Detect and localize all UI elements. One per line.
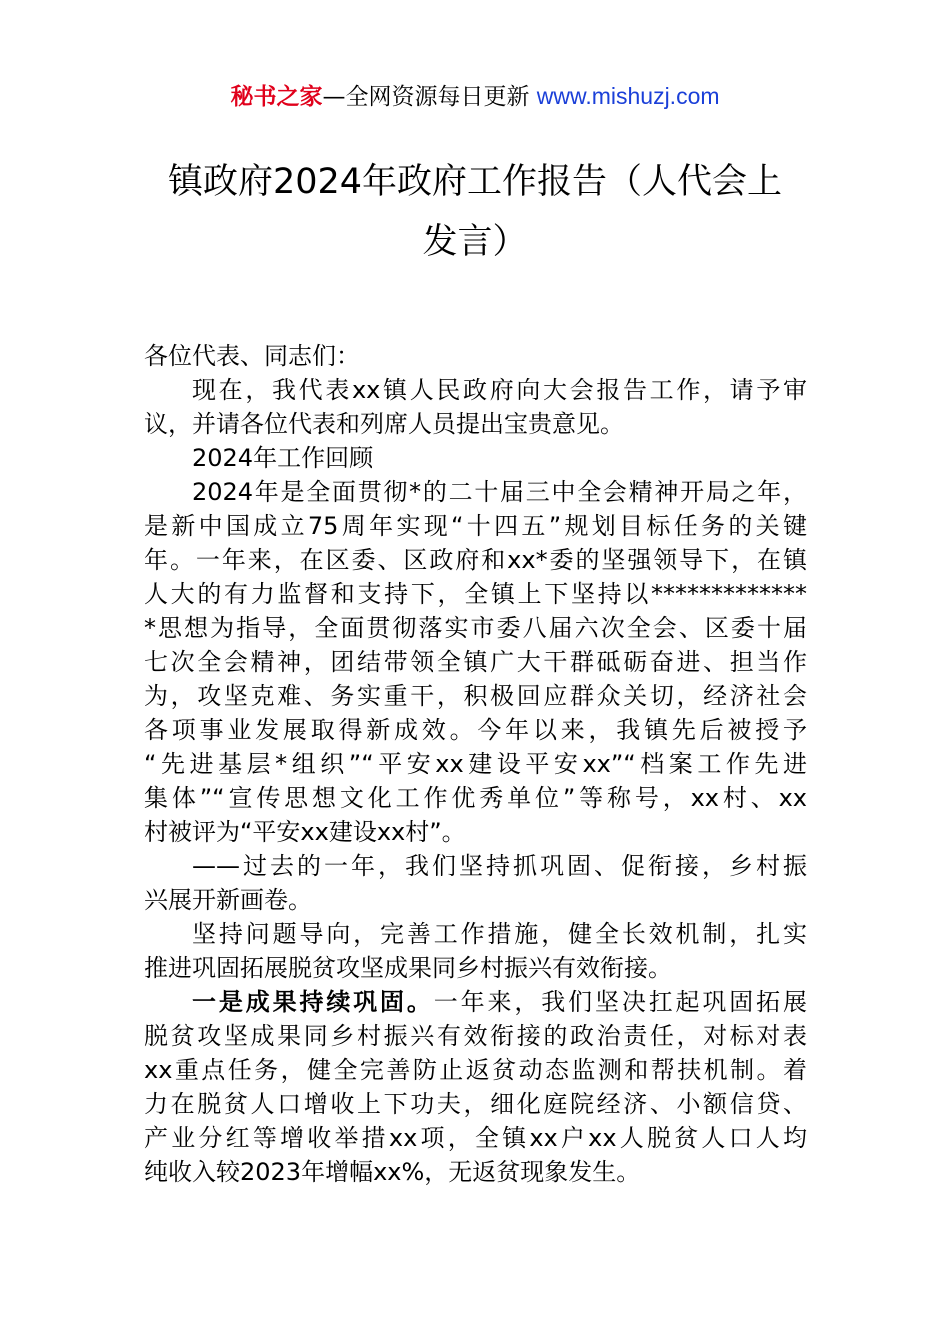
- point-one-line: 脱贫攻坚成果同乡村振兴有效衔接的政治责任，对标对表: [144, 1022, 807, 1050]
- review-line: 是新中国成立75周年实现“十四五”规划目标任务的关键: [144, 512, 807, 540]
- review-line: 人大的有力监督和支持下，全镇上下坚持以*************: [144, 580, 807, 608]
- salutation-text: 各位代表、同志们：: [144, 342, 360, 370]
- salutation: [144, 339, 807, 373]
- review-paragraph: [144, 475, 807, 849]
- point-one-line: xx重点任务，健全完善防止返贫动态监测和帮扶机制。着: [144, 1056, 807, 1084]
- review-line: 2024年是全面贯彻*的二十届三中全会精神开局之年，: [192, 478, 807, 506]
- review-line: 村被评为“平安xx建设xx村”。: [144, 818, 466, 846]
- past-year-line-2: 兴展开新画卷。: [144, 886, 312, 914]
- review-line: *思想为指导，全面贯彻落实市委八届六次全会、区委十届: [144, 614, 807, 642]
- point-one-line: 产业分红等增收举措xx项，全镇xx户xx人脱贫人口人均: [144, 1124, 807, 1152]
- site-tagline: —全网资源每日更新: [322, 84, 530, 110]
- point-one-paragraph: [144, 985, 807, 1189]
- point-one-lead: 一是成果持续巩固。: [192, 988, 434, 1016]
- review-line: 各项事业发展取得新成效。今年以来，我镇先后被授予: [144, 716, 807, 744]
- intro-line-2: 议，并请各位代表和列席人员提出宝贵意见。: [144, 410, 624, 438]
- review-line: 年。一年来，在区委、区政府和xx*委的坚强领导下，在镇: [144, 546, 807, 574]
- problem-line-1: 坚持问题导向，完善工作措施，健全长效机制，扎实: [192, 920, 807, 948]
- intro-line-1: 现在，我代表xx镇人民政府向大会报告工作，请予审: [192, 376, 807, 404]
- site-name: 秘书之家: [230, 84, 323, 110]
- point-one-line: 力在脱贫人口增收上下功夫，细化庭院经济、小额信贷、: [144, 1090, 807, 1118]
- section-heading-text: 2024年工作回顾: [192, 444, 374, 472]
- site-header: [0, 80, 950, 113]
- past-year-paragraph: [144, 849, 807, 917]
- document-body: [144, 339, 807, 1189]
- review-line: “先进基层*组织”“平安xx建设平安xx”“档案工作先进: [144, 750, 807, 778]
- review-line: 集体”“宣传思想文化工作优秀单位”等称号，xx村、xx: [144, 784, 807, 812]
- point-one-line-1: [144, 985, 807, 1019]
- review-line: 为，攻坚克难、务实重干，积极回应群众关切，经济社会: [144, 682, 807, 710]
- problem-line-2: 推进巩固拓展脱贫攻坚成果同乡村振兴有效衔接。: [144, 954, 672, 982]
- past-year-line-1: ——过去的一年，我们坚持抓巩固、促衔接，乡村振: [192, 852, 807, 880]
- site-url-link[interactable]: www.mishuzj.com: [536, 83, 720, 109]
- title-line-1: 镇政府2024年政府工作报告（人代会上: [167, 162, 783, 202]
- section-heading: [144, 441, 807, 475]
- review-line: 七次全会精神，团结带领全镇广大干群砥砺奋进、担当作: [144, 648, 807, 676]
- intro-paragraph: [144, 373, 807, 441]
- document-title: [130, 152, 820, 272]
- point-one-line: 纯收入较2023年增幅xx%，无返贫现象发生。: [144, 1158, 641, 1186]
- point-one-line-1-rest: 一年来，我们坚决扛起巩固拓展: [433, 988, 808, 1016]
- title-line-2: 发言）: [422, 222, 528, 262]
- problem-paragraph: [144, 917, 807, 985]
